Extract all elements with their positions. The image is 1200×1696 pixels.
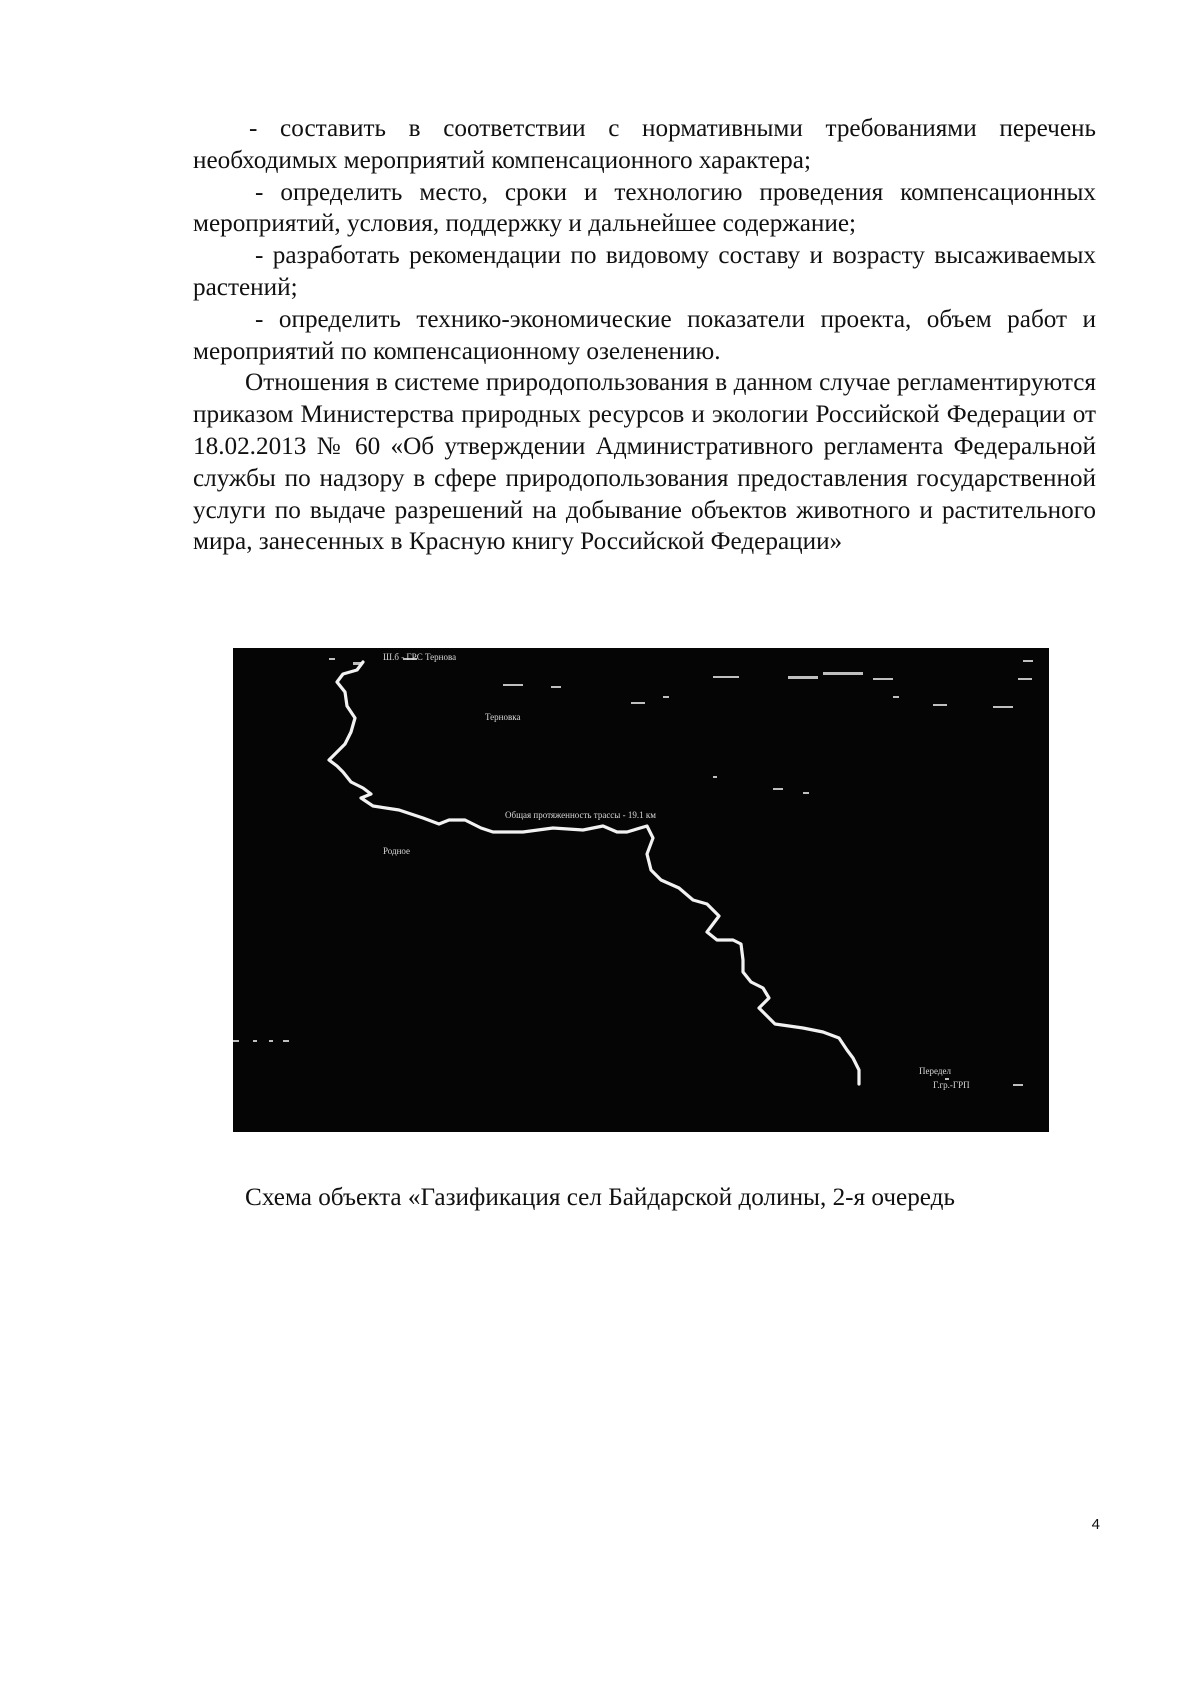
route-scheme-map: [233, 648, 1049, 1132]
list-item: - разработать рекомендации по видовому составу и возрасту высаживаемых растений;: [193, 242, 1096, 301]
regulation-paragraph: Отношения в системе природопользования в данном случае регламентируются приказом Министерства природных ресурсов и экологии Российской Федерации от 18.02.2013 № 60 «Об утверждении Административного регламента Федеральной службы по надзору в сфере природопользования предоставления государственной услуги по выдаче разрешений на добывание объектов животного и растительного мира, занесенных в Красную книгу Российской Федерации»: [193, 369, 1096, 556]
route-map-svg: [233, 648, 1049, 1132]
map-label-end-line1: Передел: [919, 1066, 951, 1076]
body-text: [193, 113, 1096, 558]
map-label-route-length: Общая протяженность трассы - 19.1 км: [505, 810, 656, 820]
page-number: 4: [1091, 1516, 1100, 1533]
map-label-village-left: Родное: [383, 846, 411, 856]
list-item: - составить в соответствии с нормативными требованиями перечень необходимых мероприятий компенсационного характера;: [193, 115, 1096, 174]
figure-caption: Схема объекта «Газификация сел Байдарской долины, 2-я очередь: [245, 1184, 955, 1211]
map-label-end-line2: Г.гр.-ГРП: [933, 1080, 970, 1090]
map-label-village-top: Терновка: [485, 712, 521, 722]
map-label-start: Ш.б - ГРС Тернова: [383, 652, 457, 662]
list-item: - определить место, сроки и технологию проведения компенсационных мероприятий, условия, поддержку и дальнейшее содержание;: [193, 178, 1096, 238]
list-item: - определить технико-экономические показатели проекта, объем работ и мероприятий по компенсационному озеленению.: [193, 305, 1096, 365]
